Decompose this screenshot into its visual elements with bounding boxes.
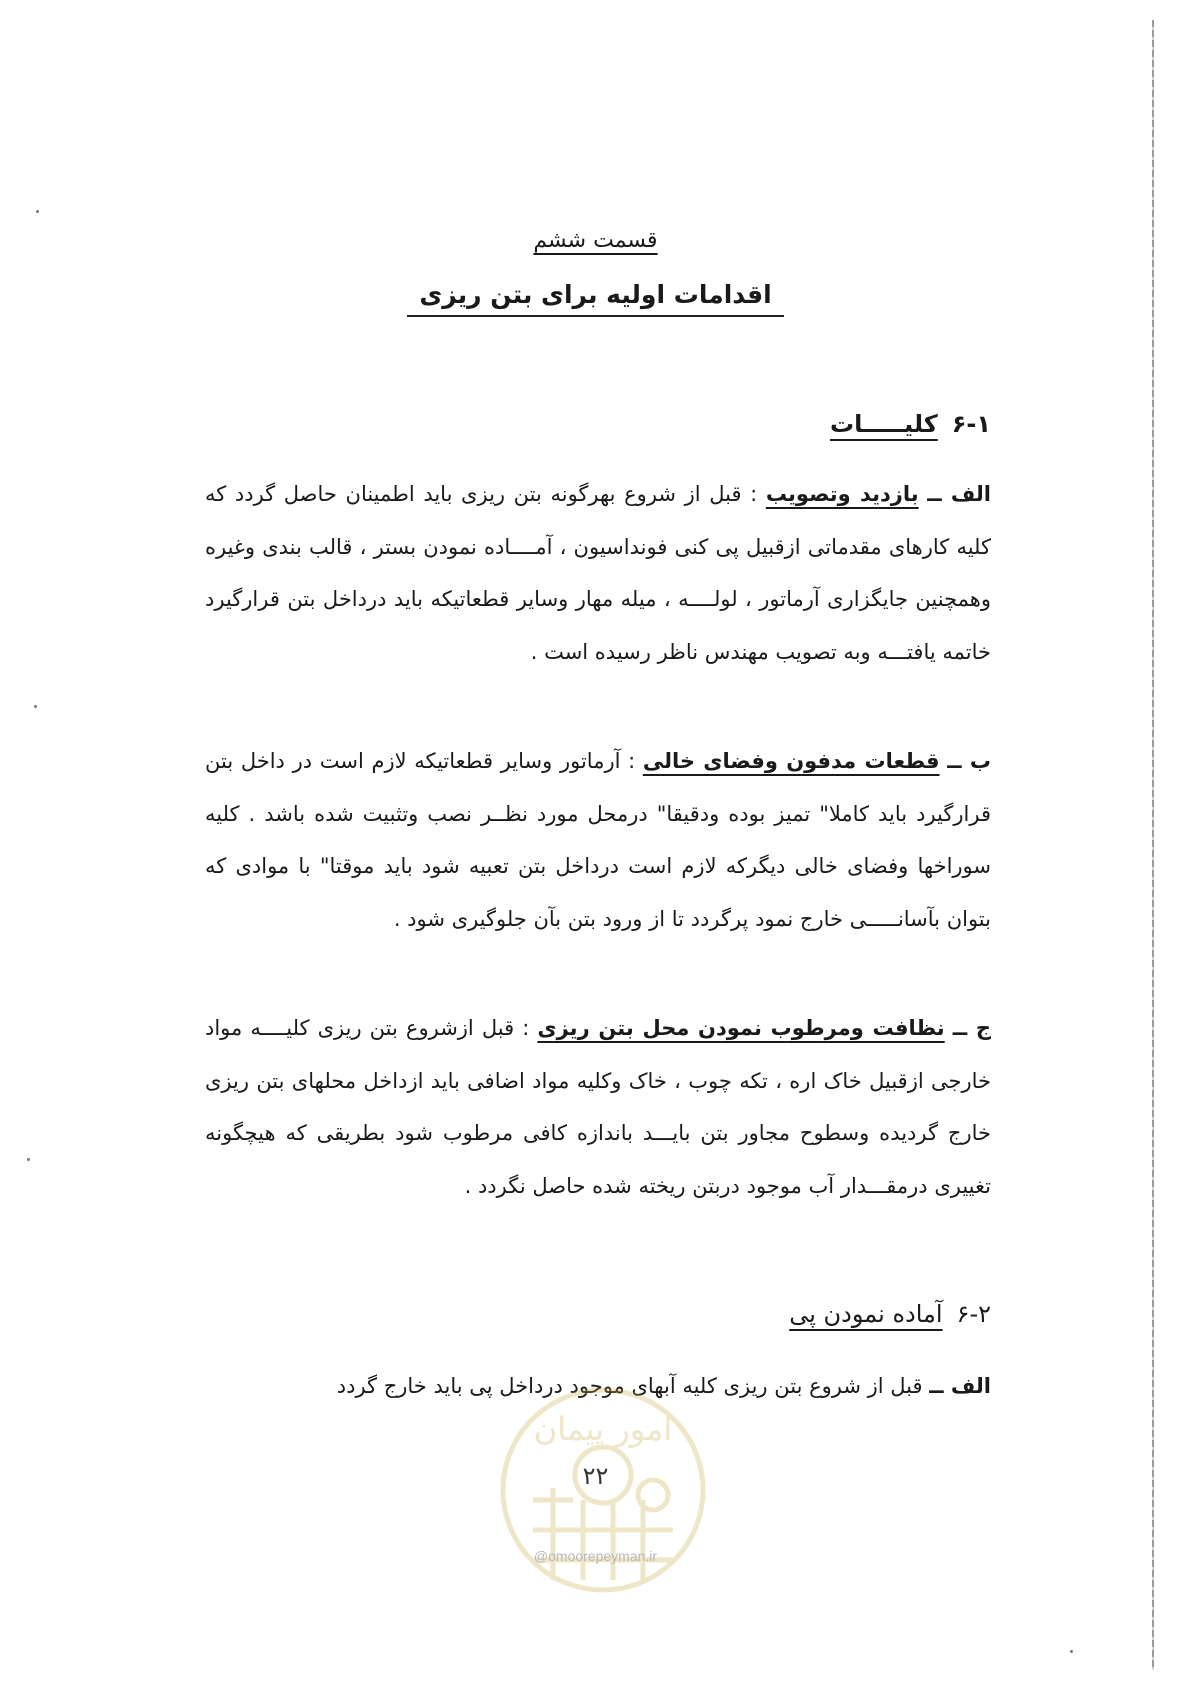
scan-edge-line — [1152, 20, 1154, 1670]
item-text: : قبل از شروع بهرگونه بتن ریزی باید اطمینان حاصل گردد که کلیه کارهای مقدماتی ازقبیل پی کنی فونداسیون ، آمــــاده نمودن بستر ، قالب بندی وغیره وهمچنین جایگزاری آرماتور ، لولــــه ، میله مهار وسایر قطعاتیکه باید درداخل بتن قرارگیرد خاتمه یافتـــه وبه تصویب مهندس ناظر رسیده است . — [205, 482, 991, 664]
part-title: قسمت ششم — [533, 228, 658, 253]
watermark-url: @omoorepeyman.ir — [533, 1548, 658, 1564]
item-text: قبل از شروع بتن ریزی کلیه آبهای موجود درداخل پی باید خارج گردد — [336, 1374, 923, 1398]
section-heading-foundation-prep — [789, 1300, 991, 1328]
section-number: ۶-۱ — [951, 410, 991, 438]
page-number: ۲۲ — [582, 1462, 609, 1490]
item-label: بازدید وتصویب — [765, 482, 919, 506]
section-number: ۶-۲ — [956, 1300, 991, 1328]
section-title: کلیـــــات — [830, 410, 938, 438]
item-marker: ج ــ — [952, 1016, 991, 1040]
item-text: : قبل ازشروع بتن ریزی کلیــــه مواد خارجی ازقبیل خاک اره ، تکه چوب ، خاک وکلیه مواد اضافی باید ازداخل محلهای بتن ریزی خارج گردیده وسطوح مجاور بتن بایـــد باندازه کافی مرطوب شود بطریقی که هیچگونه تغییری درمقـــدار آب موجود دربتن ریخته شده حاصل نگردد . — [205, 1016, 991, 1198]
item-text: : آرماتور وسایر قطعاتیکه لازم است در داخل بتن قرارگیرد باید کاملا" تمیز بوده ودقیقا" درمحل مورد نظــر نصب وتثبیت شده باشد . کلیه سوراخها وفضای خالی دیگرکه لازم است درداخل بتن تعبیه شود باید موقتا" با موادی که بتوان بآسانـــــی خارج نمود پرگردد تا از ورود بتن بآن جلوگیری شود . — [205, 749, 991, 931]
scan-speck — [34, 705, 37, 708]
item-marker: الف ــ — [929, 1374, 991, 1398]
section-heading-general — [830, 410, 991, 438]
paragraph-cleaning-wetting — [205, 1002, 991, 1212]
paragraph-inspection-approval — [205, 468, 991, 678]
item-label: قطعات مدفون وفضای خالی — [642, 749, 940, 773]
main-title: اقدامات اولیه برای بتن ریزی — [0, 280, 1191, 309]
item-marker: الف ــ — [927, 482, 991, 506]
item-label: نظافت ومرطوب نمودن محل بتن ریزی — [537, 1016, 945, 1040]
section-title: آماده نمودن پی — [789, 1300, 943, 1328]
paragraph-embedded-items — [205, 735, 991, 945]
item-marker: ب ــ — [947, 749, 991, 773]
scan-speck — [1070, 1650, 1073, 1653]
scan-speck — [27, 1158, 30, 1161]
watermark-logo-text: امور پیمان — [533, 1410, 673, 1448]
watermark-logo — [493, 1380, 713, 1600]
scan-speck — [36, 210, 39, 213]
